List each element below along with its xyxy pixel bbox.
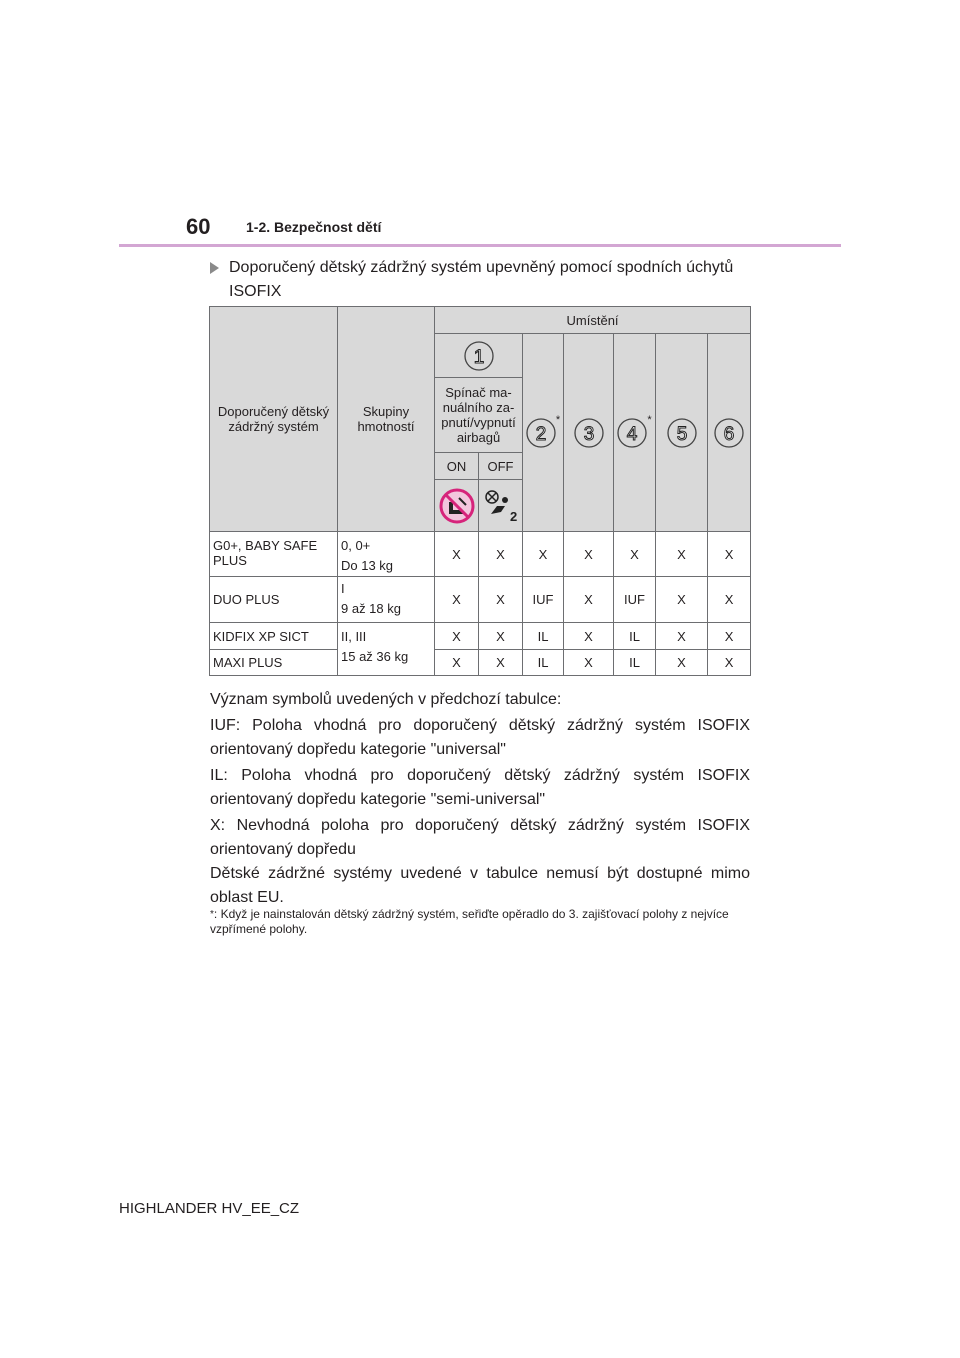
- seat-2-asterisk: *: [555, 413, 561, 426]
- seat-5-number: 5: [676, 423, 687, 445]
- bullet-heading-text: Doporučený dětský zádržný systém upevněný pomocí spodních úchytů ISOFIX: [229, 259, 734, 300]
- position-value: X: [614, 532, 656, 577]
- svg-text:2: 2: [509, 508, 517, 524]
- footer-model: HIGHLANDER HV_EE_CZ: [119, 1200, 300, 1217]
- position-value: X: [479, 623, 523, 650]
- header-weight-group: Skupiny hmotností: [338, 307, 435, 532]
- airbag-off-cell: [479, 480, 523, 532]
- position-value: X: [564, 650, 614, 676]
- position-value: X: [435, 577, 479, 623]
- airbag-on-cell: [435, 480, 479, 532]
- seat-3-cell: [564, 334, 614, 532]
- position-value: X: [708, 623, 751, 650]
- airbag-switch-label: Spínač ma-nuálního za-pnutí/vypnutí airbagů: [435, 378, 523, 453]
- table-row: [210, 532, 751, 577]
- footnote-text: : Když je nainstalován dětský zádržný systém, seřiďte opěradlo do 3. zajišťovací polohy z nejvíce vzpřímené polohy.: [210, 907, 729, 936]
- position-value: X: [708, 650, 751, 676]
- weight-group: [338, 623, 435, 676]
- seat-4-number: 4: [627, 423, 638, 445]
- triangle-bullet-icon: [210, 262, 219, 274]
- position-value: IUF: [523, 577, 564, 623]
- weight-group: [338, 577, 435, 623]
- header-position: Umístění: [435, 307, 751, 334]
- seat-4-asterisk: *: [647, 413, 652, 426]
- position-value: IL: [614, 650, 656, 676]
- isofix-table: [209, 306, 751, 676]
- footnote-mark: *: [210, 909, 214, 920]
- seat-3-number-icon: [574, 418, 604, 448]
- seat-5-cell: [656, 334, 708, 532]
- seat-2-cell: [523, 334, 564, 532]
- group-code: II, III: [341, 629, 367, 644]
- position-value: X: [708, 577, 751, 623]
- position-value: X: [435, 623, 479, 650]
- section-title: 1-2. Bezpečnost dětí: [246, 219, 382, 235]
- seat-1-cell: [435, 334, 523, 378]
- position-value: X: [708, 532, 751, 577]
- position-value: X: [564, 577, 614, 623]
- seat-3-number: 3: [583, 423, 594, 445]
- seat-1-number: 1: [473, 346, 484, 368]
- position-value: X: [656, 623, 708, 650]
- seat-6-number: 6: [723, 423, 735, 445]
- position-value: X: [435, 532, 479, 577]
- airbag-on-passenger-icon: [483, 488, 519, 524]
- system-name: G0+, BABY SAFE PLUS: [210, 532, 338, 577]
- header-system: Doporučený dětský zádržný systém: [210, 307, 338, 532]
- position-value: X: [435, 650, 479, 676]
- position-value: IL: [614, 623, 656, 650]
- table-row: [210, 623, 751, 650]
- position-value: X: [564, 532, 614, 577]
- position-value: X: [656, 532, 708, 577]
- header-rule: [119, 244, 841, 247]
- airbag-off-child-seat-icon: [439, 488, 475, 524]
- position-value: X: [523, 532, 564, 577]
- table-row: [210, 577, 751, 623]
- group-weight: 15 až 36 kg: [341, 649, 409, 664]
- legend-x: X: Nevhodná poloha pro doporučený dětský zádržný systém ISOFIX orientovaný dopředu: [210, 817, 750, 858]
- seat-6-number-icon: [714, 418, 744, 448]
- position-value: IL: [523, 650, 564, 676]
- legend-intro: Význam symbolů uvedených v předchozí tabulce:: [210, 691, 562, 708]
- position-value: X: [656, 650, 708, 676]
- position-value: IL: [523, 623, 564, 650]
- seat-5-number-icon: [667, 418, 697, 448]
- seat-2-number-icon: [526, 418, 556, 448]
- footnote: [210, 907, 750, 937]
- system-name: KIDFIX XP SICT: [210, 623, 338, 650]
- legend-iuf: IUF: Poloha vhodná pro doporučený dětský zádržný systém ISOFIX orientovaný dopředu kategorie "universal": [210, 717, 750, 758]
- system-name: MAXI PLUS: [210, 650, 338, 676]
- on-label: ON: [435, 453, 479, 480]
- table-row: [210, 650, 751, 676]
- page-number: 60: [186, 214, 211, 239]
- group-code: 0, 0+: [341, 538, 371, 553]
- seat-4-number-icon: [617, 418, 647, 448]
- seat-1-number-icon: [464, 341, 494, 371]
- position-value: X: [479, 532, 523, 577]
- seat-4-cell: [614, 334, 656, 532]
- legend-il: IL: Poloha vhodná pro doporučený dětský zádržný systém ISOFIX orientovaný dopředu kategorie "semi-universal": [210, 767, 750, 808]
- position-value: X: [479, 577, 523, 623]
- seat-6-cell: [708, 334, 751, 532]
- legend-eu: Dětské zádržné systémy uvedené v tabulce nemusí být dostupné mimo oblast EU.: [210, 865, 750, 906]
- position-value: X: [656, 577, 708, 623]
- position-value: IUF: [614, 577, 656, 623]
- position-value: X: [479, 650, 523, 676]
- group-weight: Do 13 kg: [341, 558, 394, 573]
- group-code: I: [341, 581, 345, 596]
- weight-group: [338, 532, 435, 577]
- system-name: DUO PLUS: [210, 577, 338, 623]
- bullet-heading: [210, 256, 750, 304]
- off-label: OFF: [479, 453, 523, 480]
- position-value: X: [564, 623, 614, 650]
- group-weight: 9 až 18 kg: [341, 601, 401, 616]
- seat-2-number: 2: [535, 423, 547, 445]
